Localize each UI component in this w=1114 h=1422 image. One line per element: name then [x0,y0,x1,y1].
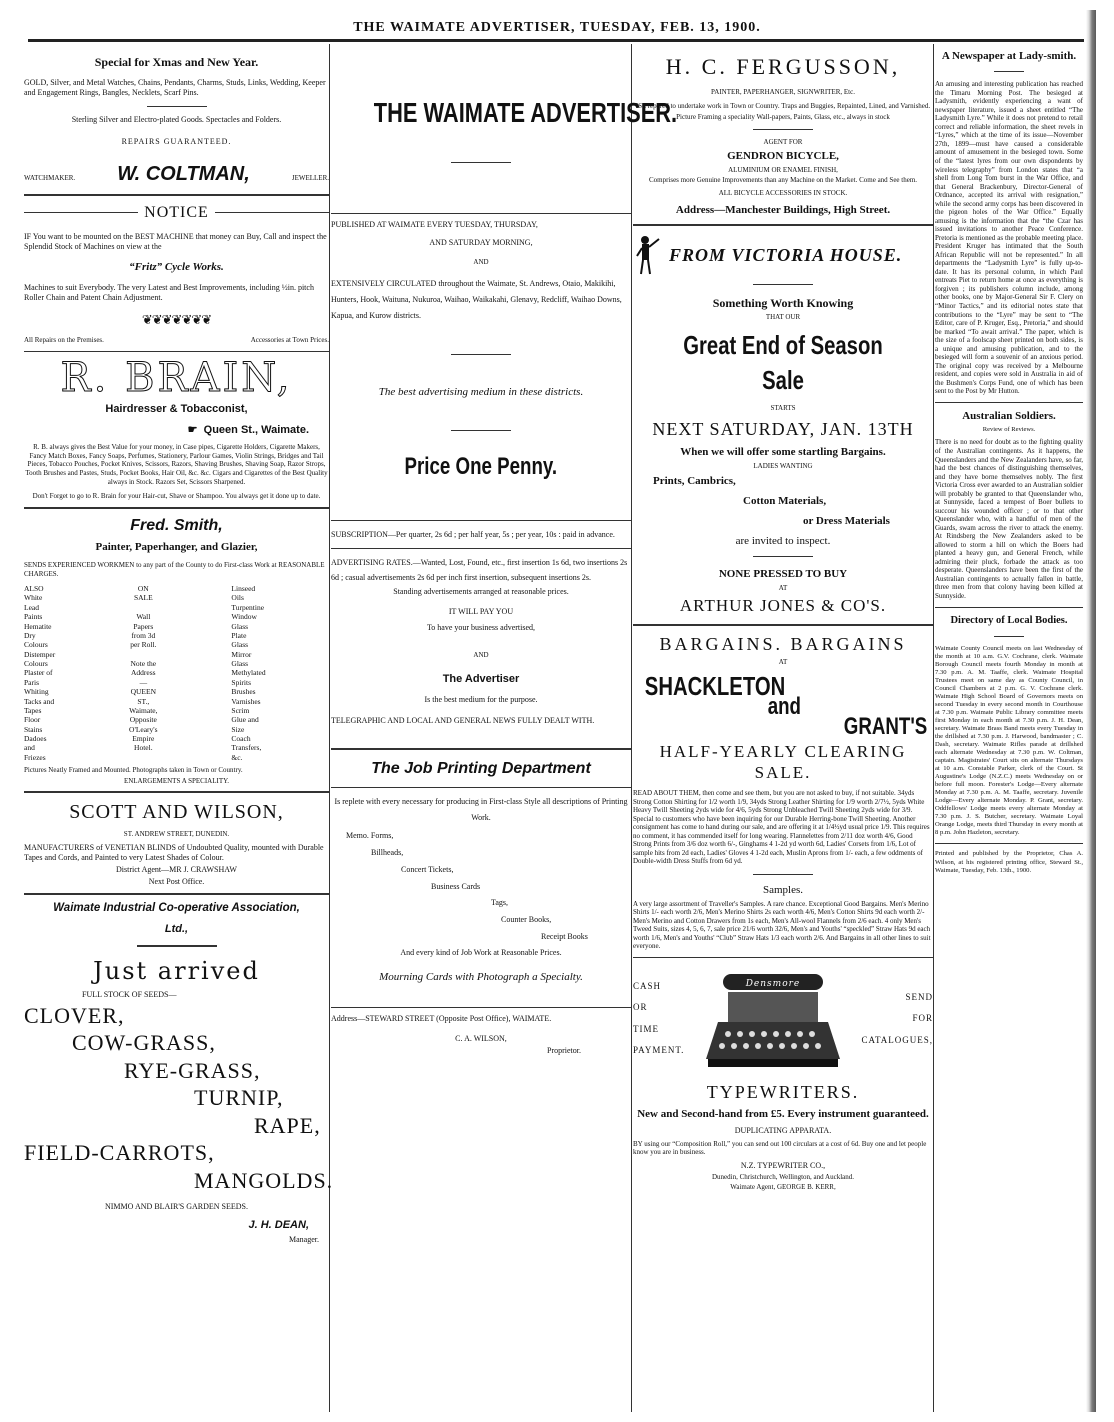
product-item: Varnishes [231,696,261,706]
goods-item: or Dress Materials [803,514,890,527]
divider [935,843,1083,844]
ad-line: Something Worth Knowing [712,296,854,311]
ad-line: REPAIRS GUARANTEED. [121,137,232,147]
ad-body: Don't Forget to go to R. Brain for your Hair-cut, Shave or Shampoo. You always get it done up to date. [32,492,321,501]
divider [994,71,1024,72]
smith-ad [24,515,329,786]
ad-signature-role: Manager. [289,1234,319,1244]
divider [331,520,631,521]
product-item: Floor Stains [24,715,43,734]
store-name-part: SHACKLETON [644,670,786,701]
figure-label: FOR [912,1013,933,1024]
ad-line: DUPLICATING APPARATA. [734,1125,832,1135]
column-rule [631,44,632,1412]
ad-name: R. BRAIN, [60,354,293,401]
ad-line: are invited to inspect. [735,534,831,547]
ad-headline: HALF-YEARLY CLEARING SALE. [659,741,907,782]
divider [331,213,631,214]
paragraph: Proprietor. [547,1045,581,1055]
ad-name: FROM VICTORIA HOUSE. [669,244,903,265]
column-4 [935,44,1083,1412]
product-item: Window Glass [231,612,257,631]
paper-title: THE WAIMATE ADVERTISER. [373,97,678,128]
job-item: Counter Books, [501,915,552,925]
ad-body: MANUFACTURERS of VENETIAN BLINDS of Undoubted Quality, mounted with Durable Tapes and Cords, and Painted to very Latest Shades of Colour. [24,842,324,862]
ad-heading-row [633,234,933,276]
seed-list [24,1002,334,1195]
paragraph: PUBLISHED AT WAIMATE EVERY TUESDAY, THURSDAY, [331,219,538,229]
ad-footer-row [24,336,329,345]
product-item: Methylated Spirits [231,668,266,687]
ad-label: JEWELLER. [291,174,329,183]
ad-address: ST. ANDREW STREET, DUNEDIN. [123,830,230,839]
paragraph: AND [473,651,489,660]
product-item: Turpentine [231,602,265,612]
spacer [331,171,631,207]
ad-body: A very large assortment of Traveller's Samples. A rare chance. Exceptional Good Bargains. Men's Merino Shirts 1/- each worth 2/6, Men's Merino Shirts 2s each worth 4/6, Men's Cotton Shirts 9d each worth 2/- Men's Merino and Cotton Drawers from 1s each, Men's All-wool Flannels from 2/6 each. 4 only Men's Tweed Suits, sizes 4, 5, 6, 7, sale price 21/6 worth 32/6, Men's and Youths' “speckled” Straw Hats 9d each worth 1/6, Men's and Youths' “Club” Straw Hats 1/3 each worth 2/6. And Bargains in all other lines to suit everyone. [633,899,931,951]
ad-body: IF You want to be mounted on the BEST MACHINE that money can Buy, Call and inspect the Splendid Stock of Machines on view at the [24,231,327,251]
goods-item: Cotton Materials, [743,495,827,507]
ad-subhead: Samples. [762,883,804,896]
column-rule [329,44,330,1412]
typewriter-ad [633,964,933,1192]
divider [24,194,329,196]
ad-body: Machines to suit Everybody. The very Latest and Best Improvements, including ½in. pitch Roller Chain and Patent Chain Adjustment. [24,282,314,302]
divider [24,507,329,509]
column-1 [24,44,334,1412]
paragraph: ADVERTISING RATES.—Wanted, Lost, Found, etc., first insertion 1s 6d, two insertions 2s 6d ; casual advertisements 2s 6d per inch first insertion, subsequent insertions 2s. [331,557,628,582]
figure-side-text [633,976,684,1062]
paragraph: Is replete with every necessary for producing in First-class Style all descriptions of Printing Work. [334,797,628,823]
paragraph: Standing advertisements arranged at reasonable prices. [393,587,569,597]
divider [331,1007,631,1008]
sale-headline-wrap [633,328,933,398]
product-item: Mirror Glass [231,649,252,669]
divider [935,607,1083,608]
scan-edge [1086,10,1096,1412]
price-wrap [331,451,631,483]
seed-item: COW-GRASS, [72,1030,216,1056]
article-title: Directory of Local Bodies. [950,614,1068,626]
typewriter-icon [698,964,848,1074]
ad-label: All Repairs on the Premises. [24,336,104,345]
figure-label: OR [633,1002,648,1013]
ad-line: FULL STOCK OF SEEDS— [82,989,177,999]
ad-line: AGENT FOR [763,138,803,147]
coltman-ad [24,54,329,188]
ad-subhead: Hairdresser & Tobacconist, [105,402,248,415]
product-item: Tacks and Tapes [24,696,55,715]
masthead-rule [28,39,1084,42]
job-item: Billheads, [371,848,404,858]
product-item: Coach Transfers, &c. [231,734,262,762]
ad-headline: GENDRON BICYCLE, [727,149,839,162]
job-item: Concert Tickets, [401,864,454,874]
divider [24,351,329,352]
product-item: per Roll. [130,640,157,650]
seed-item: RYE-GRASS, [124,1057,261,1083]
ad-label: Accessories at Town Prices. [250,336,329,345]
paragraph: Is the best medium for the purpose. [424,694,538,704]
sale-headline: Great End of Season Sale [683,329,883,395]
ad-address [24,423,309,438]
paragraph: Address—STEWARD STREET (Opposite Post Office), WAIMATE. [331,1013,552,1023]
figure-label: CATALOGUES, [861,1034,933,1045]
job-item: Business Cards [431,881,481,891]
article-title: A Newspaper at Lady-smith. [941,50,1077,62]
product-list [231,584,329,762]
ornament-icon: ❦❦❦❦❦❦❦ [141,311,212,327]
product-list [128,584,226,762]
divider [147,106,207,107]
product-item: Waimate, [129,705,158,715]
ad-heading: Special for Xmas and New Year. [94,55,259,69]
typewriter-figure [633,964,933,1074]
paragraph: EXTENSIVELY CIRCULATED throughout the Waimate, St. Andrews, Otaio, Makikihi, Hunters, Hook, Waituna, Nukuroa, Waihao, Waikakahi, Glenavy, Redcliff, Waihao Downs, Kapua, and Kurow districts. [331,279,622,321]
seed-item: FIELD-CARROTS, [24,1140,215,1166]
column-3 [633,44,933,1412]
job-item: Receipt Books [541,932,588,942]
product-item: Empire Hotel. [132,734,155,753]
figure-label: TIME [633,1023,659,1034]
product-item: Dadoes and Friezes [24,734,47,762]
product-item: Linseed Oils [231,584,256,603]
brain-ad [24,354,329,501]
divider [633,624,933,626]
ad-line: Waimate Agent, GEORGE B. KERR, [730,1183,836,1192]
product-columns [24,584,329,762]
article-body: There is no need for doubt as to the fighting quality of the Australian contingents. As it happens, the Queenslanders and the New Zealanders have, so far, had the best chances of distinguishing themselves, and they have borne themselves nobly. The first Victoria Cross ever awarded to an Australian soldier will probably be granted to that Queenslander who, at Sunnyside, faced a tempest of Boer bullets to succour his wounded officer ; or to that other Queenslander who, with a handful of men of the Guards, swam across the river to attack the enemy. At Rindsberg the New Zealanders asked to be allowed to storm a hill on which the Boers had planted a heavy gun, and General French, while admiring their pluck, forbade the attack as too desperate. Queenslanders have been the first of the Australian contingents to actually fallen in battle, three men from that colony having been killed at Sunnyside. [935,438,1083,601]
ad-line: Next Post Office. [148,876,205,886]
paragraph: C. A. WILSON, [455,1033,507,1043]
paragraph: SUBSCRIPTION—Per quarter, 2s 6d ; per half year, 5s ; per year, 10s : paid in advance. [331,529,615,539]
figure-label: PAYMENT. [633,1045,685,1056]
ad-body: R. B. always gives the Best Value for your money, in Case pipes, Cigarette Holders, Cigarette Makers, Fancy Match Boxes, Fancy Soaps, Perfumes, Stationery, Parlour Games, Violin Strings, Bridges and Tail Pieces, Tobacco Pouches, Pocket Knives, Scissors, Razors, Shaving Brushes, Shaving Soap, Razor Strops, Tooth Brushes and Pastes, Studs, Pocket Books, Hair Oil, &c. &c. Cigars and Cigarettes of the Best Quality always in Stock. Razors Set, Scissors Sharpened. [25,443,328,486]
product-item [128,603,159,612]
product-item: Dry Colours [24,630,48,650]
ad-line: AT [778,584,788,593]
divider [633,957,933,958]
ad-name: Fred. Smith, [130,516,223,534]
divider [753,874,813,875]
masthead [0,0,1114,40]
job-heading: The Job Printing Department [371,759,591,777]
store-name-part: and [767,692,801,720]
paragraph: Mourning Cards with Photograph a Specialty. [379,970,583,983]
paragraph: And every kind of Job Work at Reasonable Prices. [400,947,562,957]
ad-body: BY using our “Composition Roll,” you can send out 100 circulars at a cost of 6d. Buy one and let people know you are in business. [633,1139,927,1157]
goods-item: Prints, Cambrics, [653,475,736,488]
ad-line: ENLARGEMENTS A SPECIALITY. [123,776,230,785]
typewriter-brand: Densmore [745,978,801,989]
divider [24,893,329,895]
seed-item: CLOVER, [24,1002,125,1028]
divider [451,430,511,431]
divider [24,212,138,213]
divider [935,402,1083,403]
ad-name: H. C. FERGUSSON, [665,54,901,79]
ad-line: LADIES WANTING [753,461,813,470]
figure-side-text [861,987,933,1052]
ad-signature: J. H. DEAN, [248,1219,309,1232]
scott-wilson-ad [24,799,329,887]
divider [331,748,631,750]
product-item: Brushes [231,687,256,697]
article-source: Review of Reviews. [982,425,1036,433]
article-body: An amusing and interesting publication has reached the Timaru Morning Post. The besieged at Ladysmith, evidently experiencing a want of newspaper literature, issued a sheet entitled “The Ladysmith Lyre.” While it does not pretend to retail correct and reliable information, the sheet revels in “Lyres,” which at the time of its issue—November 27th, 1899—must have caused a considerable amount of amusement in the besieged town. Some of the “latest lyres from our own dispondents by wireless telegraphy” from London states that “a shell from Long Tom burst in the War Office, and that General Brackenbury, Director-General of Ordnance, accepted its arrival with resignation,” while the second army corps has been discovered in the pigeon holes of the War Office.” Equally amusing is the information that the “the Czar has issued invitations to another Peace Conference. Pretoria is mentioned as the probable meeting place. President Kruger has intimated that the South African Republic will not be represented.” In all departments the “Ladysmith Lyre” is fully up-to-date. It has its personal column, in which Paul entreats Piet to return home at once as everything is forgiven ; its publishers column include, among other books, one by Major-General Sir F. Clery on “Minor Tactics,” and its editorial notes state that contributions to the “Lyre” may be sent to “The Editor, care of P. Kruger, Esq., Pretoria,” and should be marked “To await arrival.” The paper, which is the size of a foolscap sheet printed on both sides, is a unique and amusing publication, and to the besieged will form a souvenir of an anxious period. The original copy was received by a Melbourne resident, and copies were sold in Australia in aid of the Bushmen's Corps Fund, one of which has been sent to the Post by Mr Hutton. [935,80,1083,396]
ad-line: Comprises more Genuine Improvements than any Machine on the Market. Come and See them. [648,176,918,185]
town-crier-icon [633,234,663,276]
seed-item: RAPE, [254,1112,321,1138]
tagline: The best advertising medium in these districts. [378,386,584,399]
divider [753,129,813,130]
divider [451,354,511,355]
ad-body: Sterling Silver and Electro-plated Goods. Spectacles and Folders. [71,115,282,125]
product-item: Paints [24,612,43,622]
divider [633,224,933,226]
divider [451,162,511,163]
ad-line: ALUMINIUM OR ENAMEL FINISH, [728,165,838,174]
figure-label: CASH [633,980,662,991]
ad-headline: TYPEWRITERS. [706,1081,860,1102]
divider [753,284,813,285]
product-item: White Lead [24,593,43,612]
ad-address-text: Queen St., Waimate. [203,423,309,436]
spacer [331,484,631,514]
ad-name: “Fritz” Cycle Works. [129,260,224,273]
divider [215,212,329,213]
store-name-part: GRANT'S [843,712,928,740]
notice-heading-row [24,202,329,224]
figure-label: SEND [905,991,933,1002]
sale-date: NEXT SATURDAY, JAN. 13TH [652,418,914,439]
job-item: Tags, [491,898,508,908]
ad-line: When we will offer some startling Bargains. [680,445,886,458]
ad-label: WATCHMAKER. [24,174,76,183]
ad-line: STARTS [770,404,796,412]
pointing-hand-icon: ☛ [187,423,204,436]
notice-heading: NOTICE [144,204,209,222]
divider [331,787,631,788]
ad-subhead: Painter, Paperhanger, and Glazier, [95,541,258,554]
store-name [633,669,933,739]
ad-name: Waimate Industrial Co-operative Association, [53,901,300,914]
product-item: Whiting [24,687,49,697]
product-list [24,584,122,762]
ad-line: AT [778,658,788,667]
paragraph: To have your business advertised, [426,623,536,633]
product-item: Wall Papers from 3d [131,612,156,640]
product-item: QUEEN ST., [130,687,157,706]
ad-line: Dunedin, Christchurch, Wellington, and Auckland. [711,1172,854,1181]
product-item: Hematite [24,621,52,631]
product-item: Note the Address— [130,659,157,687]
product-item: Plate Glass [231,630,249,650]
ad-body: Pictures Neatly Framed and Mounted. Photographs taken in Town or Country. [24,766,243,775]
spacer [331,44,631,94]
ad-line: New and Second-hand from £5. Every instrument guaranteed. [637,1108,929,1121]
ad-name: SCOTT AND WILSON, [69,801,284,824]
ad-address: Address—Manchester Buildings, High Street. [675,204,891,217]
masthead-title: THE WAIMATE ADVERTISER, TUESDAY, FEB. 13, 1900. [353,20,761,35]
ad-body: GOLD, Silver, and Metal Watches, Chains, Pendants, Charms, Studs, Links, Wedding, Keeper and Engagement Rings, Bangles, Necklets, Scarf Pins. [24,78,326,98]
paragraph: The Advertiser [442,672,520,685]
job-items-list [331,828,631,946]
ad-name: W. COLTMAN, [117,163,250,186]
fergusson-ad [633,52,933,218]
divider [137,945,217,947]
product-item: Distemper Colours [24,649,56,669]
ad-subhead: PAINTER, PAPERHANGER, SIGNWRITER, Etc. [711,87,855,96]
fritz-notice [24,202,329,345]
product-item [128,650,159,659]
ad-headline: BARGAINS. BARGAINS [659,633,907,654]
ad-body: SENDS EXPERIENCED WORKMEN to any part of the County to do First-class Work at REASONABLE CHARGES. [24,561,325,578]
divider [753,556,813,557]
paragraph: AND [473,257,489,266]
goods-list [633,472,933,531]
product-item: ON SALE [133,584,153,603]
ad-body: Picture Framing a speciality Wall-papers, Paints, Glass, etc., always in stock [676,112,890,121]
imprint: Printed and published by the Proprietor, Chas A. Wilson, at his registered printing office, Steward St., Waimate, Tuesday, Feb. 13th., 1900. [935,850,1083,874]
ad-line: District Agent—MR J. CRAWSHAW [116,864,237,874]
ad-line: NIMMO AND BLAIR'S GARDEN SEEDS. [104,1202,248,1212]
divider [994,636,1024,637]
shackleton-grant-ad [633,632,933,951]
paragraph: TELEGRAPHIC AND LOCAL AND GENERAL NEWS FULLY DEALT WITH. [331,715,595,725]
ad-headline: Just arrived [93,957,260,986]
seed-item: MANGOLDS. [194,1167,334,1193]
cooperative-ad [24,901,334,1245]
product-item: Scrim [231,705,250,715]
victoria-house-ad [633,234,933,618]
ad-body: IS Prepared to undertake work in Town or Country. Traps and Buggies, Repainted, Lined, and Varnished. [635,102,931,111]
seed-item: TURNIP, [194,1085,284,1111]
product-item: ALSO [24,584,44,594]
ad-line: NONE PRESSED TO BUY [718,568,848,581]
paper-title-wrap [331,94,678,132]
product-item: Opposite O'Leary's [129,715,158,734]
article-body: Waimate County Council meets on last Wednesday of the month at 10 a.m. G.V. Cochrane, clerk. Waimate Borough Council meets fourth Monday in month at 7.30 p.m. A. M. Taaffe, clerk. Waimate Hospital Trustees meet on same day as County Council, in Council Chambers at 2 p.m. G. V. Cochrane clerk. Waimate High School Board of Governors meets on second Tuesday in every second month in Courthouse at 7.30 p.m. Waimate Public Library committee meets first Monday in each month at 7.30 p.m. J. H. Dean, secretary. Waimate Brass Band meets every Tuesday in the drillshed at 7.30 p.m. J. Harwood, bandmaster ; C. Dash, secretary. Waimate Rifles parade at drillshed each alternate Wednesday at 7.30 p.m. W. Coltman, captain. Magistrates' Court sits on alternate Thursdays at 10 a.m. Constable Parker, clerk of the Court. St Augustine's Lodge (N.Z.C.) meets Wednesday on or before full moon. Forester's Lodge—Every alternate Monday at 7.30 p.m. A. M. Taaffe, secretary. Juvenile Lodge—Every alternate Monday. P. Grant, secretary. Oddfellows' Lodge meets every alternate Monday at 7.30 p.m. J. S. Butcher, secretary. Waimate Loyal Orange Lodge, meets third Thursday in every month at 8 p.m. John Hazleton, secretary. [935,644,1083,837]
ad-signature-row [24,161,329,188]
column-rule [933,44,934,1412]
ad-body: READ ABOUT THEM, then come and see them, but you are not asked to buy, if not suitable. 34yds Strong Cotton Shirting for 1/2 worth 1/9, 34yds Strong Leather Shirting for 1/9 worth 2/7½, 5yds White Heavy Twill Sheeting 2yds wide for 4/6, 5yds Strong Unbleached Twill Sheeting 2yds wide for 3/9. Special to customers who have been inquiring for our Durable Herring-bone Twill Sheeting. Another consignment has come to hand during our sale, and are offering it at 1/4½yd usual price 1/9. This requires no comment, it has commended itself for long wearing. Flannelettes from 2/11 doz worth 4/6, Good Strong Prints from 3/6 doz worth 6/-, Ginghams 4 1-2d yd worth 6d, Ladies' Corsets from 1/6, Lot of sample hits from 2d each, Ladies' Gloves 4 1-2d each, Muslin Aprons from 1/- each, a few oddments of Double-width Dress Stuffs from 6d yd. [633,789,930,866]
paragraph: AND SATURDAY MORNING, [429,237,533,247]
divider [24,791,329,793]
product-item: Plaster of Paris [24,668,53,687]
price: Price One Penny. [404,453,558,481]
ad-subhead: Ltd., [164,923,189,936]
article-title: Australian Soldiers. [962,409,1056,422]
product-item: Glue and Size [231,715,259,734]
divider [331,548,631,549]
job-item: Memo. Forms, [346,831,394,841]
paragraph: IT WILL PAY YOU [448,607,514,617]
ad-name: N.Z. TYPEWRITER CO., [740,1160,826,1170]
ad-line: ALL BICYCLE ACCESSORIES IN STOCK. [718,188,848,197]
ad-name: ARTHUR JONES & CO'S. [679,595,887,615]
ad-line: THAT OUR [765,313,801,322]
